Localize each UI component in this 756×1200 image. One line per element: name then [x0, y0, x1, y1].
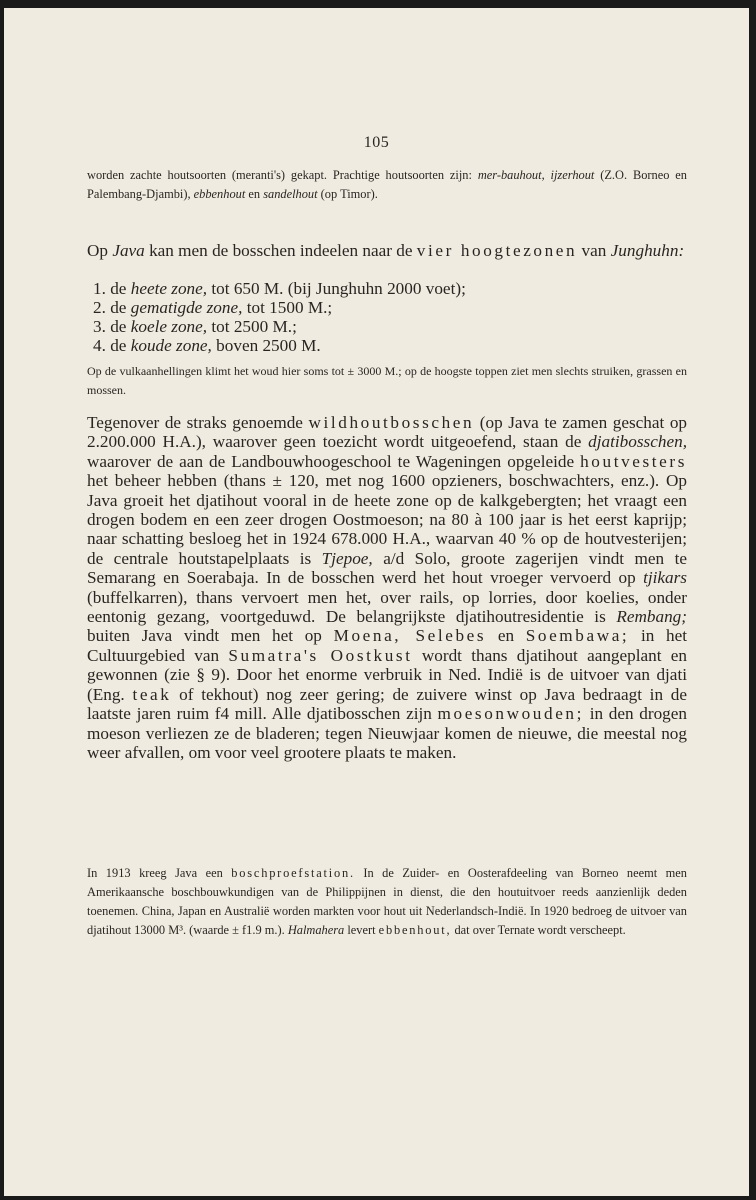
book-page	[4, 8, 749, 1196]
text-italic: Junghuhn:	[610, 241, 685, 260]
text: (op Timor).	[317, 187, 378, 201]
zone-item: 4. de koude zone, boven 2500 M.	[93, 336, 321, 355]
text: van	[577, 241, 611, 260]
text-italic: sandelhout	[263, 187, 318, 201]
text: kan men de bosschen indeelen naar de	[144, 241, 417, 260]
page-number: 105	[363, 134, 390, 151]
text: Op	[87, 241, 113, 260]
main-paragraph: Tegenover de straks genoemde wildhoutbosschen (op Java te zamen geschat op 2.200.000 H.A.), waarover geen toezicht wordt uitgeoefend, staan de djatibosschen, waarover de aan de Landbouwhoogeschool te Wageningen opgeleide houtvesters het beheer hebben (thans ± 120, met nog 1600 opzieners, boschwachters, enz.). Op Java groeit het djatihout vooral in de heete zone op de kalkgebergten; het vraagt een drogen bodem en een zeer drogen Oostmoeson; na 80 à 100 jaar is het eerst kaprijp; naar schatting besloeg het in 1924 678.000 H.A., waarvan 40 % op de houtvesterijen; de centrale houtstapelplaats is Tjepoe, a/d Solo, groote zagerijen vindt men te Semarang en Soerabaja. In de bosschen werd het hout vroeger vervoerd op tjikars (buffelkarren), thans vervoert men het, over rails, op lorries, door koelies, onder eentonig gezang, voortgeduwd. De belangrijkste djatihoutresidentie is Rembang; buiten Java vindt men het op Moena, Selebes en Soembawa; in het Cultuurgebied van Sumatra's Oostkust wordt thans djatihout aangeplant en gewonnen (zie § 9). Door het enorme verbruik in Ned. Indië is de uitvoer van djati (Eng. teak of tekhout) nog zeer gering; de zuivere winst op Java bedraagt in de laatste jaren ruim f4 mill. Alle djatibosschen zijn moesonwouden; in den drogen moeson verliezen ze de bladeren; tegen Nieuwjaar komen de nieuwe, die meestal nog weer afvallen, om voor veel grootere plaats te maken.	[87, 413, 688, 762]
text: en	[245, 187, 264, 201]
text: (Z.O. Borneo en Palembang-Djambi),	[87, 168, 687, 201]
note-text: Op de vulkaanhellingen klimt het woud hier soms tot ± 3000 M.; op de hoogste toppen ziet men slechts struiken, grassen en mossen.	[87, 364, 687, 397]
zone-item: 1. de heete zone, tot 650 M. (bij Junghuhn 2000 voet);	[93, 279, 466, 298]
note-bottom: In 1913 kreeg Java een boschproefstation. In de Zuider- en Oosterafdeeling van Borneo neemt men Amerikaansche boschbouwkundigen van de Philippijnen in dienst, die den houtuitvoer reeds aanzienlijk deden toenemen. China, Japan en Australië worden markten voor hout uit Nederlandsch-Indië. In 1920 bedroeg de uitvoer van djatihout 13000 M³. (waarde ± f1.9 m.). Halmahera levert ebbenhout, dat over Ternate wordt verscheept.	[87, 866, 687, 937]
text-italic: Java	[112, 241, 145, 260]
zone-item: 2. de gematigde zone, tot 1500 M.;	[93, 298, 333, 317]
zone-item: 3. de koele zone, tot 2500 M.;	[93, 317, 297, 336]
text-spaced: vier hoogtezonen	[416, 241, 578, 260]
zones-list	[93, 279, 693, 355]
text-italic: mer-bauhout, ijzerhout	[477, 168, 595, 182]
text-italic: ebbenhout	[193, 187, 246, 201]
paragraph-top	[87, 166, 687, 204]
zones-intro	[87, 241, 687, 260]
note-volcano	[87, 362, 687, 400]
text: worden zachte houtsoorten (meranti's) gekapt. Prachtige houtsoorten zijn:	[87, 168, 478, 182]
